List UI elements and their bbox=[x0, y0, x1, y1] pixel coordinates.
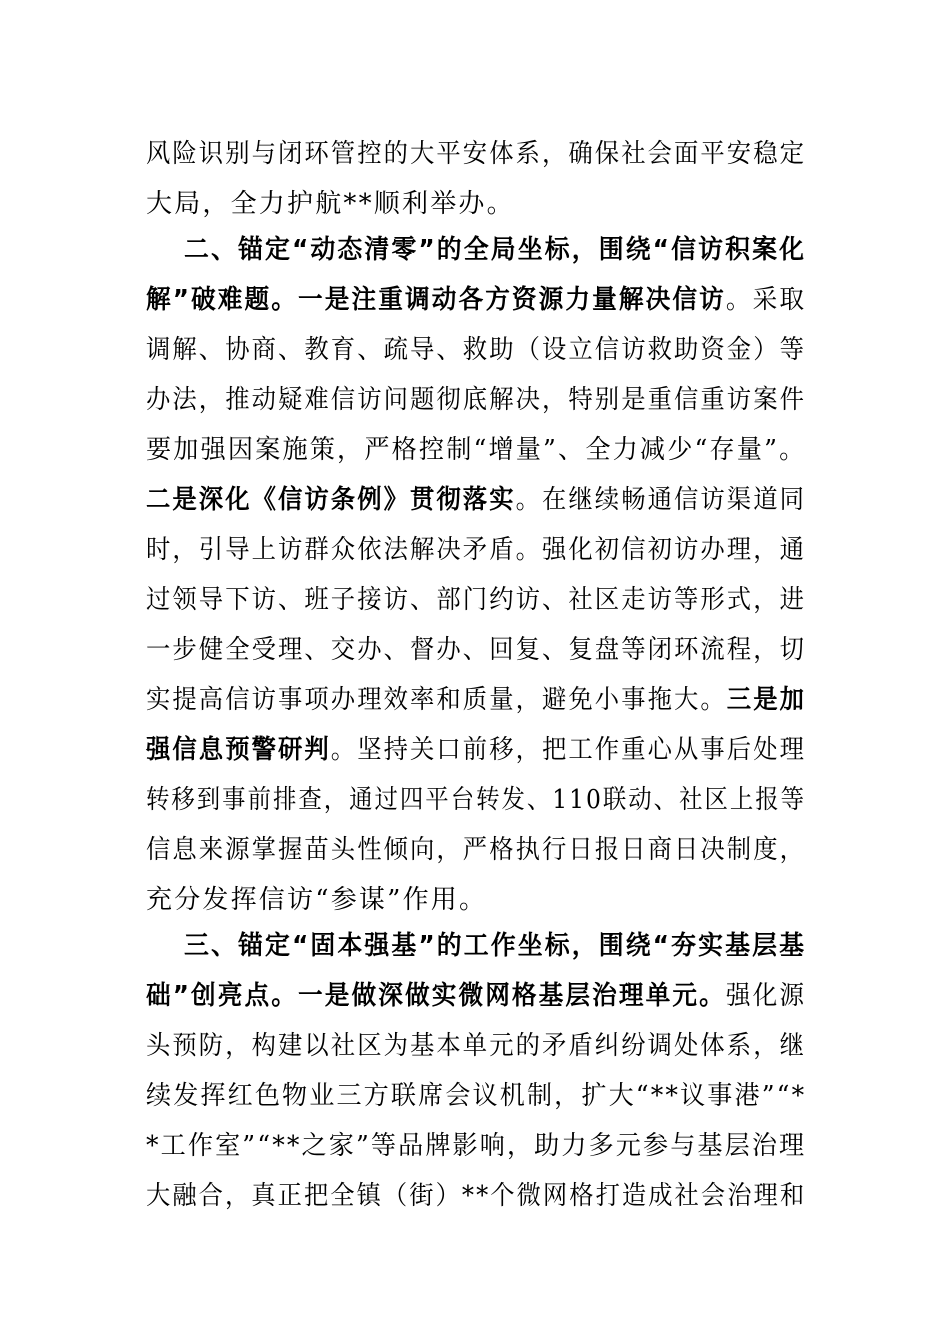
text-run: 过领导下访、班子接访、部门约访、社区走访等形式，进 bbox=[146, 585, 807, 615]
text-line bbox=[146, 1026, 806, 1066]
bold-text: 二、锚定“动态清零”的全局坐标，围绕“信访积案化 bbox=[184, 235, 807, 265]
text-run: 大局，全力护航**顺利举办。 bbox=[146, 189, 515, 219]
bold-text: 二是深化《信访条例》贯彻落实 bbox=[146, 485, 516, 515]
text-run: 一步健全受理、交办、督办、回复、复盘等闭环流程，切 bbox=[146, 635, 807, 665]
text-line bbox=[146, 580, 806, 620]
text-line bbox=[146, 430, 806, 470]
text-line bbox=[146, 630, 806, 670]
text-line bbox=[146, 380, 806, 420]
text-run: 头预防，构建以社区为基本单元的矛盾纠纷调处体系，继 bbox=[146, 1031, 807, 1061]
text-run: 转移到事前排查，通过四平台转发、110联动、社区上报等 bbox=[146, 785, 807, 815]
bold-text: 础”创亮点。 bbox=[146, 981, 299, 1011]
text-line bbox=[146, 1176, 806, 1216]
bold-text: 一是注重调动各方资源力量解决信访 bbox=[298, 285, 726, 315]
text-run: 风险识别与闭环管控的大平安体系，确保社会面平安稳定 bbox=[146, 139, 807, 169]
text-line bbox=[146, 1076, 806, 1116]
text-run: 办法，推动疑难信访问题彻底解决，特别是重信重访案件 bbox=[146, 385, 807, 415]
text-run: 强化源 bbox=[725, 981, 807, 1011]
text-run: 。坚持关口前移，把工作重心从事后处理 bbox=[330, 735, 807, 765]
bold-text: 三、锚定“固本强基”的工作坐标，围绕“夯实基层基 bbox=[184, 931, 807, 961]
bold-text: 一是做深做实微网格基层治理单元。 bbox=[298, 981, 726, 1011]
text-line bbox=[146, 330, 806, 370]
text-line bbox=[184, 230, 806, 270]
bold-text: 三是加 bbox=[726, 685, 807, 715]
text-run: 实提高信访事项办理效率和质量，避免小事拖大。 bbox=[146, 685, 727, 715]
text-line bbox=[146, 880, 487, 920]
text-line bbox=[146, 184, 515, 224]
text-run: *工作室”“**之家”等品牌影响，助力多元参与基层治理 bbox=[146, 1131, 807, 1161]
text-line bbox=[146, 480, 806, 520]
text-line bbox=[146, 1126, 806, 1166]
text-run: 续发挥红色物业三方联席会议机制，扩大“**议事港”“* bbox=[146, 1081, 807, 1111]
text-run: 充分发挥信访“参谋”作用。 bbox=[146, 885, 488, 915]
text-line bbox=[146, 730, 806, 770]
text-line bbox=[146, 134, 806, 174]
bold-text: 解”破难题。 bbox=[146, 285, 299, 315]
text-line bbox=[146, 530, 806, 570]
text-run: 大融合，真正把全镇（街）**个微网格打造成社会治理和 bbox=[146, 1181, 807, 1211]
text-run: 信息来源掌握苗头性倾向，严格执行日报日商日决制度， bbox=[146, 835, 807, 865]
text-run: 要加强因案施策，严格控制“增量”、全力减少“存量”。 bbox=[146, 435, 807, 465]
text-line bbox=[146, 680, 806, 720]
text-line bbox=[146, 280, 806, 320]
text-line bbox=[146, 976, 806, 1016]
text-line bbox=[184, 926, 806, 966]
text-run: 。在继续畅通信访渠道同 bbox=[515, 485, 807, 515]
text-run: 。采取 bbox=[725, 285, 807, 315]
text-run: 时，引导上访群众依法解决矛盾。强化初信初访办理，通 bbox=[146, 535, 807, 565]
text-run: 调解、协商、教育、疏导、救助（设立信访救助资金）等 bbox=[146, 335, 807, 365]
text-line bbox=[146, 780, 806, 820]
text-line bbox=[146, 830, 806, 870]
bold-text: 强信息预警研判 bbox=[146, 735, 331, 765]
